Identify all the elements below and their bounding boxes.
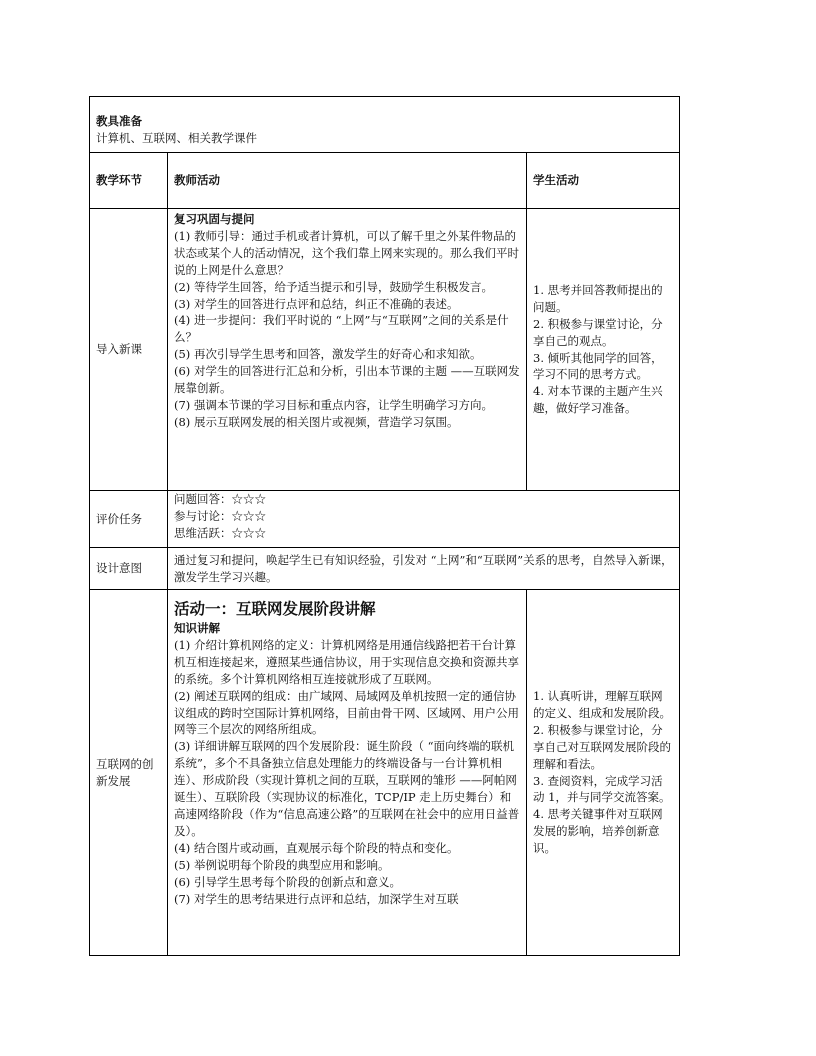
teacher-development-list	[174, 637, 520, 908]
student-intro-item: 1. 思考并回答教师提出的问题。	[533, 282, 663, 314]
evaluation-label: 思维活跃：	[174, 525, 232, 540]
student-development-cell	[527, 590, 680, 956]
stage-intent: 设计意图	[90, 548, 168, 590]
activity-title: 活动一：互联网发展阶段讲解	[174, 599, 376, 618]
header-student: 学生活动	[527, 153, 680, 209]
stage-intro: 导入新课	[90, 209, 168, 491]
student-intro-item: 2. 积极参与课堂讨论，分享自己的观点。	[533, 316, 663, 348]
teacher-development-item: (3) 详细讲解互联网的四个发展阶段：诞生阶段（ “面向终端的联机系统”，多个不具备独立信息处理能力的终端设备与一台计算机相连）、形成阶段（实现计算机之间的互联，互联网的雏形 ——阿帕网诞生）、互联阶段（实现协议的标准化，TCP/IP 走上历史舞台）和高速网络阶段（作为“信息高速公路”的互联网在社会中的应用日益普及）。	[174, 739, 520, 838]
teacher-intro-item: (8) 展示互联网发展的相关图片或视频，营造学习氛围。	[174, 414, 459, 429]
prep-row	[90, 97, 680, 153]
section-intro-row	[90, 209, 680, 491]
header-stage: 教学环节	[90, 153, 168, 209]
teacher-development-item: (2) 阐述互联网的组成：由广域网、局域网及单机按照一定的通信协议组成的跨时空国际计算机网络，目前由骨干网、区域网、用户公用网等三个层次的网络所组成。	[174, 688, 519, 737]
teacher-development-title: 知识讲解	[174, 621, 220, 635]
student-intro-list	[533, 282, 673, 417]
teacher-development-item: (4) 结合图片或动画，直观展示每个阶段的特点和变化。	[174, 840, 459, 855]
evaluation-label: 问题回答：	[174, 492, 232, 506]
teacher-intro-item: (1) 教师引导：通过手机或者计算机，可以了解千里之外某件物品的状态或某个人的活动情况，这个我们靠上网来实现的。那么我们平时说的上网是什么意思？	[174, 228, 519, 277]
teacher-intro-item: (5) 再次引导学生思考和回答，激发学生的好奇心和求知欲。	[174, 347, 482, 362]
evaluation-label: 参与讨论：	[174, 508, 232, 523]
student-development-item: 2. 积极参与课堂讨论，分享自己对互联网发展阶段的理解和看法。	[533, 722, 671, 771]
header-teacher: 教师活动	[168, 153, 527, 209]
stage-evaluation: 评价任务	[90, 491, 168, 548]
teacher-development-item: (5) 举例说明每个阶段的典型应用和影响。	[174, 857, 390, 872]
teacher-intro-item: (7) 强调本节课的学习目标和重点内容，让学生明确学习方向。	[174, 397, 493, 412]
prep-text: 计算机、互联网、相关教学课件	[96, 130, 257, 145]
star-rating: ☆☆☆	[231, 525, 266, 540]
evaluation-item	[174, 491, 673, 508]
evaluation-item	[174, 525, 673, 542]
teacher-intro-title: 复习巩固与提问	[174, 212, 255, 226]
teacher-development-item: (6) 引导学生思考每个阶段的创新点和意义。	[174, 874, 401, 889]
evaluation-item	[174, 508, 673, 525]
lesson-plan-table	[89, 96, 680, 956]
student-intro-item: 4. 对本节课的主题产生兴趣，做好学习准备。	[533, 384, 663, 416]
star-rating: ☆☆☆	[231, 492, 266, 506]
star-rating: ☆☆☆	[231, 508, 266, 523]
teacher-development-cell	[168, 590, 527, 956]
student-intro-cell	[527, 209, 680, 491]
evaluation-cell	[168, 491, 680, 548]
evaluation-row	[90, 491, 680, 548]
teacher-development-item: (1) 介绍计算机网络的定义：计算机网络是用通信线路把若干台计算机互相连接起来，遵照某些通信协议，用于实现信息交换和资源共享的系统。多个计算机网络相互连接就形成了互联网。	[174, 637, 519, 686]
intent-cell: 通过复习和提问，唤起学生已有知识经验，引发对 “上网”和“互联网”关系的思考，自然导入新课，激发学生学习兴趣。	[168, 548, 680, 590]
student-development-list	[533, 688, 673, 857]
teacher-intro-list	[174, 228, 520, 431]
teacher-development-item: (7) 对学生的思考结果进行点评和总结，加深学生对互联	[174, 891, 459, 906]
teacher-intro-item: (3) 对学生的回答进行点评和总结，纠正不准确的表述。	[174, 296, 459, 311]
prep-title: 教具准备	[96, 114, 142, 128]
intent-row	[90, 548, 680, 590]
header-row	[90, 153, 680, 209]
section-development-row	[90, 590, 680, 956]
student-development-item: 4. 思考关键事件对互联网发展的影响，培养创新意识。	[533, 807, 663, 856]
teacher-intro-item: (4) 进一步提问：我们平时说的 “上网”与“互联网”之间的关系是什么？	[174, 313, 509, 345]
teacher-intro-cell	[168, 209, 527, 491]
stage-development: 互联网的创新发展	[90, 590, 168, 956]
teacher-intro-item: (6) 对学生的回答进行汇总和分析，引出本节课的主题 ——互联网发展靠创新。	[174, 364, 520, 396]
student-development-item: 3. 查阅资料，完成学习活动 1，并与同学交流答案。	[533, 773, 671, 805]
student-development-item: 1. 认真听讲，理解互联网的定义、组成和发展阶段。	[533, 688, 671, 720]
teacher-intro-item: (2) 等待学生回答，给予适当提示和引导，鼓励学生积极发言。	[174, 279, 493, 294]
prep-cell	[90, 97, 680, 153]
student-intro-item: 3. 倾听其他同学的回答，学习不同的思考方式。	[533, 350, 663, 382]
